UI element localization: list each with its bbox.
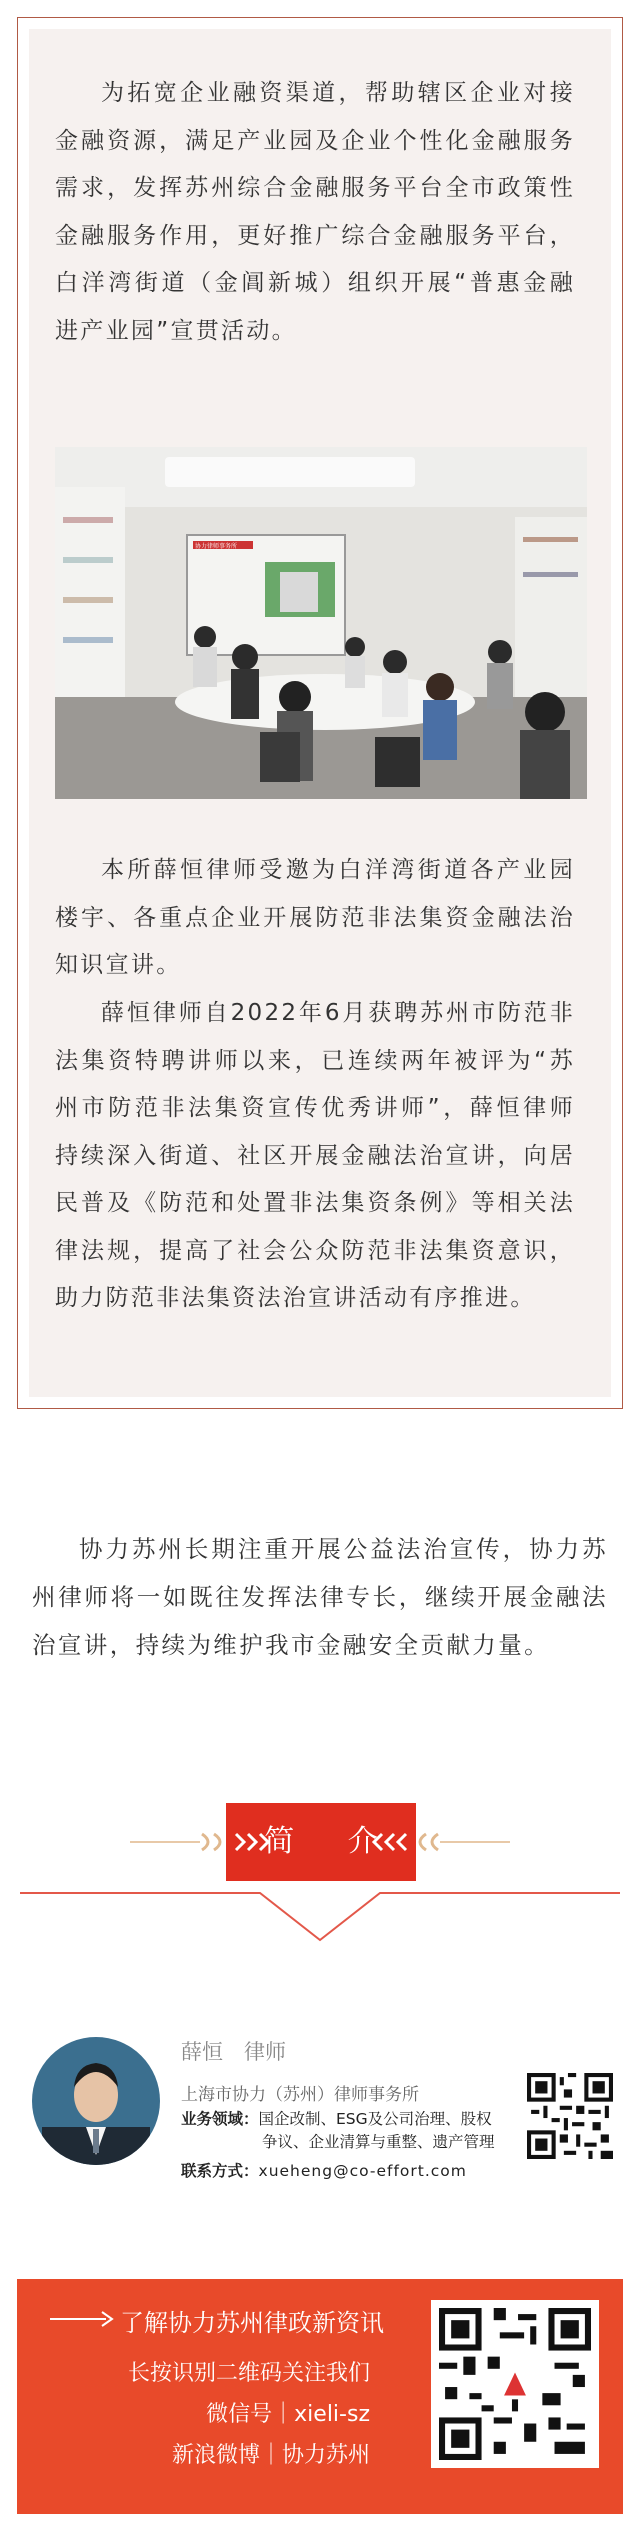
- article-paragraph-1: 为拓宽企业融资渠道，帮助辖区企业对接金融资源，满足产业园及企业个性化金融服务需求，发挥苏州综合金融服务平台全市政策性金融服务作用，更好推广综合金融服务平台，白洋湾街道（金阊新城）组织开展“普惠金融进产业园”宣贯活动。: [55, 80, 575, 344]
- business-label: 业务领域：: [181, 2110, 259, 2128]
- footer-qr-code-icon[interactable]: [439, 2308, 591, 2460]
- business-line-2: 争议、企业清算与重整、遗产管理: [262, 2133, 495, 2151]
- profile-qr-code-icon[interactable]: [527, 2073, 613, 2159]
- event-photo-illustration: [55, 447, 587, 799]
- lawyer-avatar: [32, 2037, 160, 2165]
- arrow-line-icon: [50, 2307, 120, 2331]
- footer-follow-text: 长按识别二维码关注我们: [127, 2361, 370, 2386]
- business-line-1: 国企改制、ESG及公司治理、股权: [258, 2110, 492, 2128]
- event-photo: [55, 447, 587, 799]
- intro-title: 简 介: [264, 1824, 400, 1859]
- footer-wechat-id: 微信号｜xieli-sz: [206, 2402, 370, 2427]
- lawyer-name: 薛恒 律师: [181, 2040, 286, 2064]
- contact-info: [181, 2160, 467, 2182]
- screen-title: 协力律师事务所: [195, 543, 238, 550]
- article-paragraph-3: 薛恒律师自2022年6月获聘苏州市防范非法集资特聘讲师以来，已连续两年被评为“苏州市防范非法集资宣传优秀讲师”，薛恒律师持续深入街道、社区开展金融法治宣讲，向居民普及《防范和处置非法集资条例》等相关法律法规，提高了社会公众防范非法集资意识，助力防范非法集资法治宣讲活动有序推进。: [55, 1000, 575, 1311]
- contact-label: 联系方式：: [181, 2162, 259, 2180]
- law-firm-name: 上海市协力（苏州）律师事务所: [181, 2085, 419, 2105]
- business-area: [181, 2108, 492, 2130]
- footer-title: 了解协力苏州律政新资讯: [120, 2309, 384, 2337]
- contact-email[interactable]: xueheng@co-effort.com: [258, 2162, 467, 2180]
- article-paragraph-2: 本所薛恒律师受邀为白洋湾街道各产业园楼宇、各重点企业开展防范非法集资金融法治知识宣讲。: [55, 857, 575, 978]
- closing-paragraph: 协力苏州长期注重开展公益法治宣传，协力苏州律师将一如既往发挥法律专长，继续开展金融法治宣讲，持续为维护我市金融安全贡献力量。: [32, 1535, 608, 1659]
- footer-weibo: 新浪微博｜协力苏州: [171, 2443, 370, 2468]
